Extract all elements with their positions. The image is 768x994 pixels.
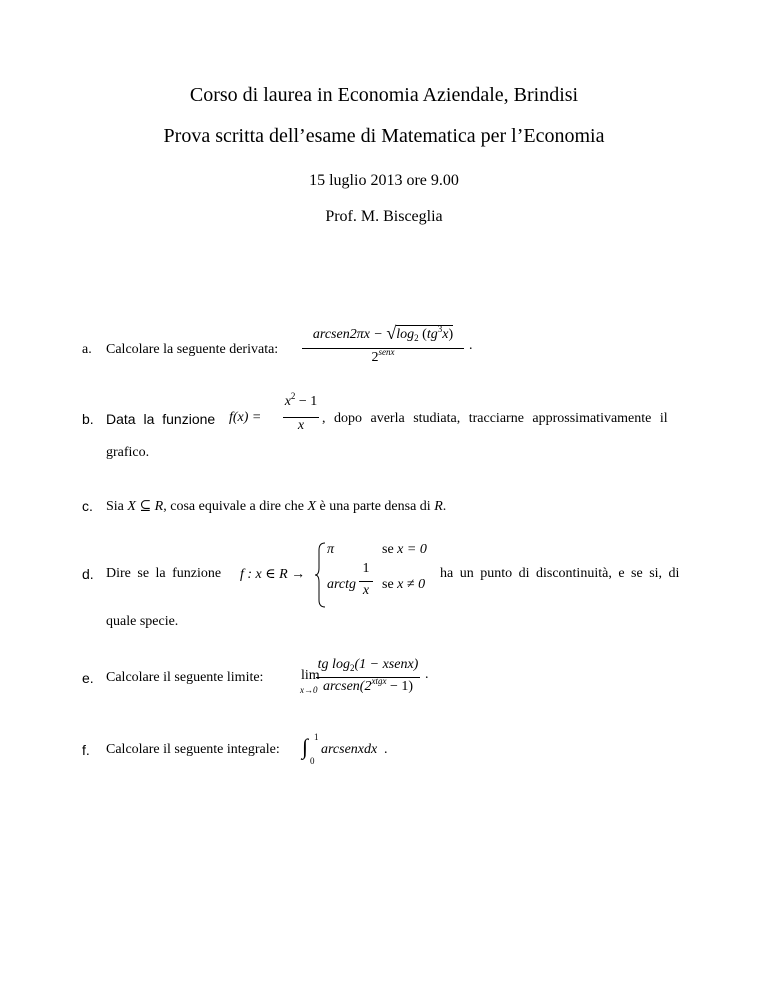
question-d-text-rest: ha un punto di discontinuità, e se si, di	[440, 566, 680, 581]
question-a-period: .	[469, 338, 473, 353]
course-title: Corso di laurea in Economia Aziendale, Brindisi	[189, 84, 579, 106]
case-1-value: π	[327, 542, 335, 557]
limit-subscript: x→0	[300, 685, 318, 695]
question-d-letter: d.	[82, 566, 94, 582]
question-d-text: Dire se la funzione	[106, 566, 222, 581]
question-a-letter: a.	[82, 342, 92, 357]
question-c-letter: c.	[82, 498, 93, 514]
integral-upper-bound: 1	[314, 732, 319, 742]
question-d-map: f : x ∈ R →	[240, 567, 306, 582]
question-e-letter: e.	[82, 670, 94, 686]
question-e-denominator: $arcsen(2^{xtgx} - 1)$	[322, 676, 414, 694]
question-b-denominator: x	[297, 418, 305, 433]
question-c-line: Sia X ⊆ R, cosa equivale a dire che X è una parte densa di R.	[106, 499, 447, 514]
case-1-condition: se x = 0	[382, 542, 427, 557]
exam-title: Prova scritta dell’esame di Matematica per l’Economia	[163, 125, 605, 147]
integrand: arcsenxdx	[321, 742, 378, 757]
question-f-letter: f.	[82, 742, 90, 758]
question-a-denominator: $2^{senx}$	[371, 347, 395, 365]
left-brace-icon	[315, 542, 327, 608]
question-d-text-line2: quale specie.	[106, 614, 179, 629]
question-e-fraction-bar	[316, 677, 420, 678]
question-e-text: Calcolare il seguente limite:	[106, 670, 264, 685]
question-f-text: Calcolare il seguente integrale:	[106, 742, 280, 757]
case-2-fraction-bar	[359, 581, 373, 582]
question-b-function: f(x) =	[229, 410, 262, 425]
question-a-numerator: arcsen2πx − $√\log_2$ $(tg^3x)$	[312, 323, 454, 343]
professor-name: Prof. M. Bisceglia	[325, 208, 443, 225]
case-2-numerator: 1	[362, 561, 370, 576]
integral-lower-bound: 0	[310, 756, 315, 766]
case-2-denominator: x	[362, 583, 370, 598]
case-2-condition: se x ≠ 0	[382, 577, 426, 592]
question-b-letter: b.	[82, 411, 94, 427]
question-a-text: Calcolare la seguente derivata:	[106, 342, 279, 357]
question-e-numerator: tg $\log_2(1$ − xsenx)	[317, 657, 419, 673]
question-f-period: .	[384, 742, 388, 757]
question-b-numerator: $x^2 - 1$	[284, 391, 318, 409]
case-2-value: arctg	[327, 577, 357, 592]
integral-sign: ∫	[302, 734, 309, 759]
question-b-text: Data la funzione	[106, 411, 216, 427]
question-b-text-line2: grafico.	[106, 445, 150, 460]
question-b-text-rest: , dopo averla studiata, tracciarne approssimativamente il	[322, 411, 668, 426]
limit-operator: lim	[301, 668, 320, 683]
question-e-period: .	[425, 667, 429, 682]
exam-date: 15 luglio 2013 ore 9.00	[309, 172, 459, 189]
